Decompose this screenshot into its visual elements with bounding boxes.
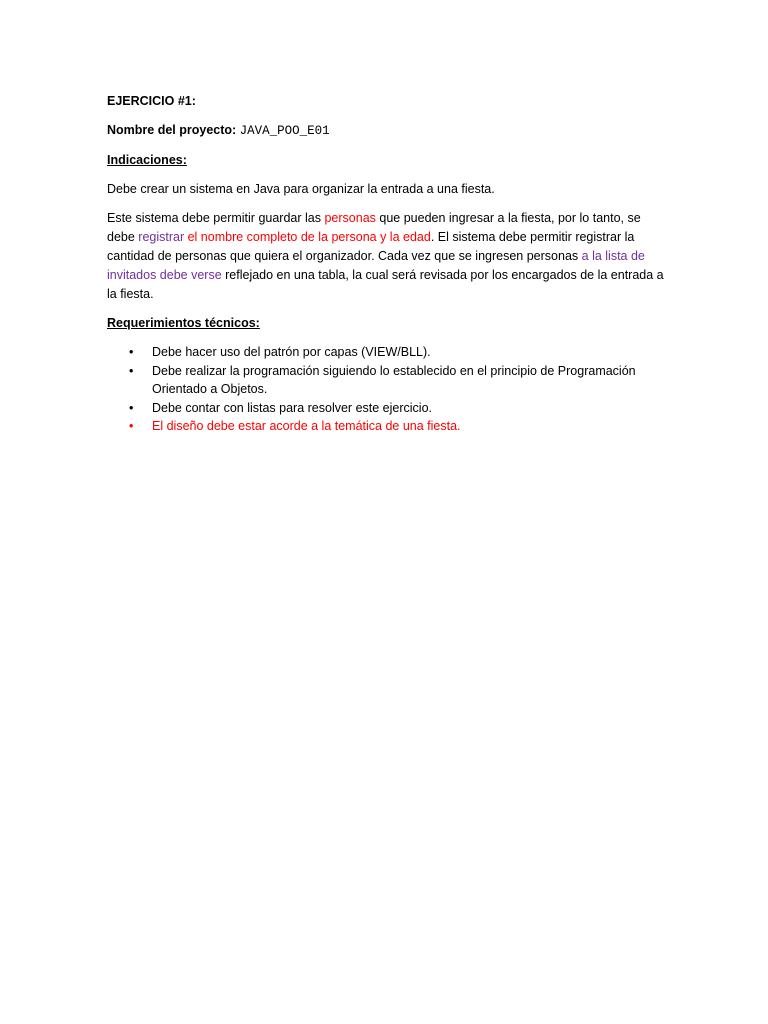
project-label: Nombre del proyecto: <box>107 123 237 137</box>
description-segment: que pueden ingresar a la fiesta, por lo tanto, se debe <box>107 211 641 244</box>
requirement-text: Debe contar con listas para resolver este ejercicio. <box>152 400 432 415</box>
indications-heading: Indicaciones: <box>107 153 187 167</box>
bullet-icon: • <box>129 345 134 359</box>
project-name-line <box>107 121 667 141</box>
requirement-item <box>107 399 667 418</box>
description-segment: . El sistema debe permitir registrar la cantidad de personas que quiera el organizador. Cada vez que se ingresen personas <box>107 230 635 263</box>
bullet-icon: • <box>129 400 134 415</box>
requirement-item <box>107 362 667 399</box>
requirement-item <box>107 343 667 362</box>
exercise-title: EJERCICIO #1: <box>107 94 196 108</box>
project-name: JAVA_POO_E01 <box>239 124 330 138</box>
requirement-item <box>107 417 667 436</box>
description-segment: Este sistema debe permitir guardar las <box>107 211 325 225</box>
document-page <box>107 92 667 436</box>
requirements-list <box>107 343 667 436</box>
description-segment: reflejado en una tabla, la cual será revisada por los encargados de la entrada a la fiesta. <box>107 268 664 301</box>
requirement-text: Debe realizar la programación siguiendo lo establecido en el principio de Programación Orientado a Objetos. <box>152 363 636 396</box>
requirement-text: El diseño debe estar acorde a la temática de una fiesta. <box>152 419 461 433</box>
description-segment-highlight: registrar <box>138 230 185 244</box>
description-segment-highlight: el nombre completo de la persona y la edad <box>187 230 431 244</box>
description-paragraph <box>107 209 667 304</box>
intro-paragraph: Debe crear un sistema en Java para organizar la entrada a una fiesta. <box>107 182 495 196</box>
bullet-icon: • <box>129 419 134 433</box>
description-segment-highlight: personas <box>324 211 376 225</box>
description-segment-highlight: a la lista de invitados debe verse <box>107 249 645 282</box>
bullet-icon: • <box>129 363 134 378</box>
requirements-heading: Requerimientos técnicos: <box>107 316 260 330</box>
requirement-text: Debe hacer uso del patrón por capas (VIEW/BLL). <box>152 345 431 359</box>
